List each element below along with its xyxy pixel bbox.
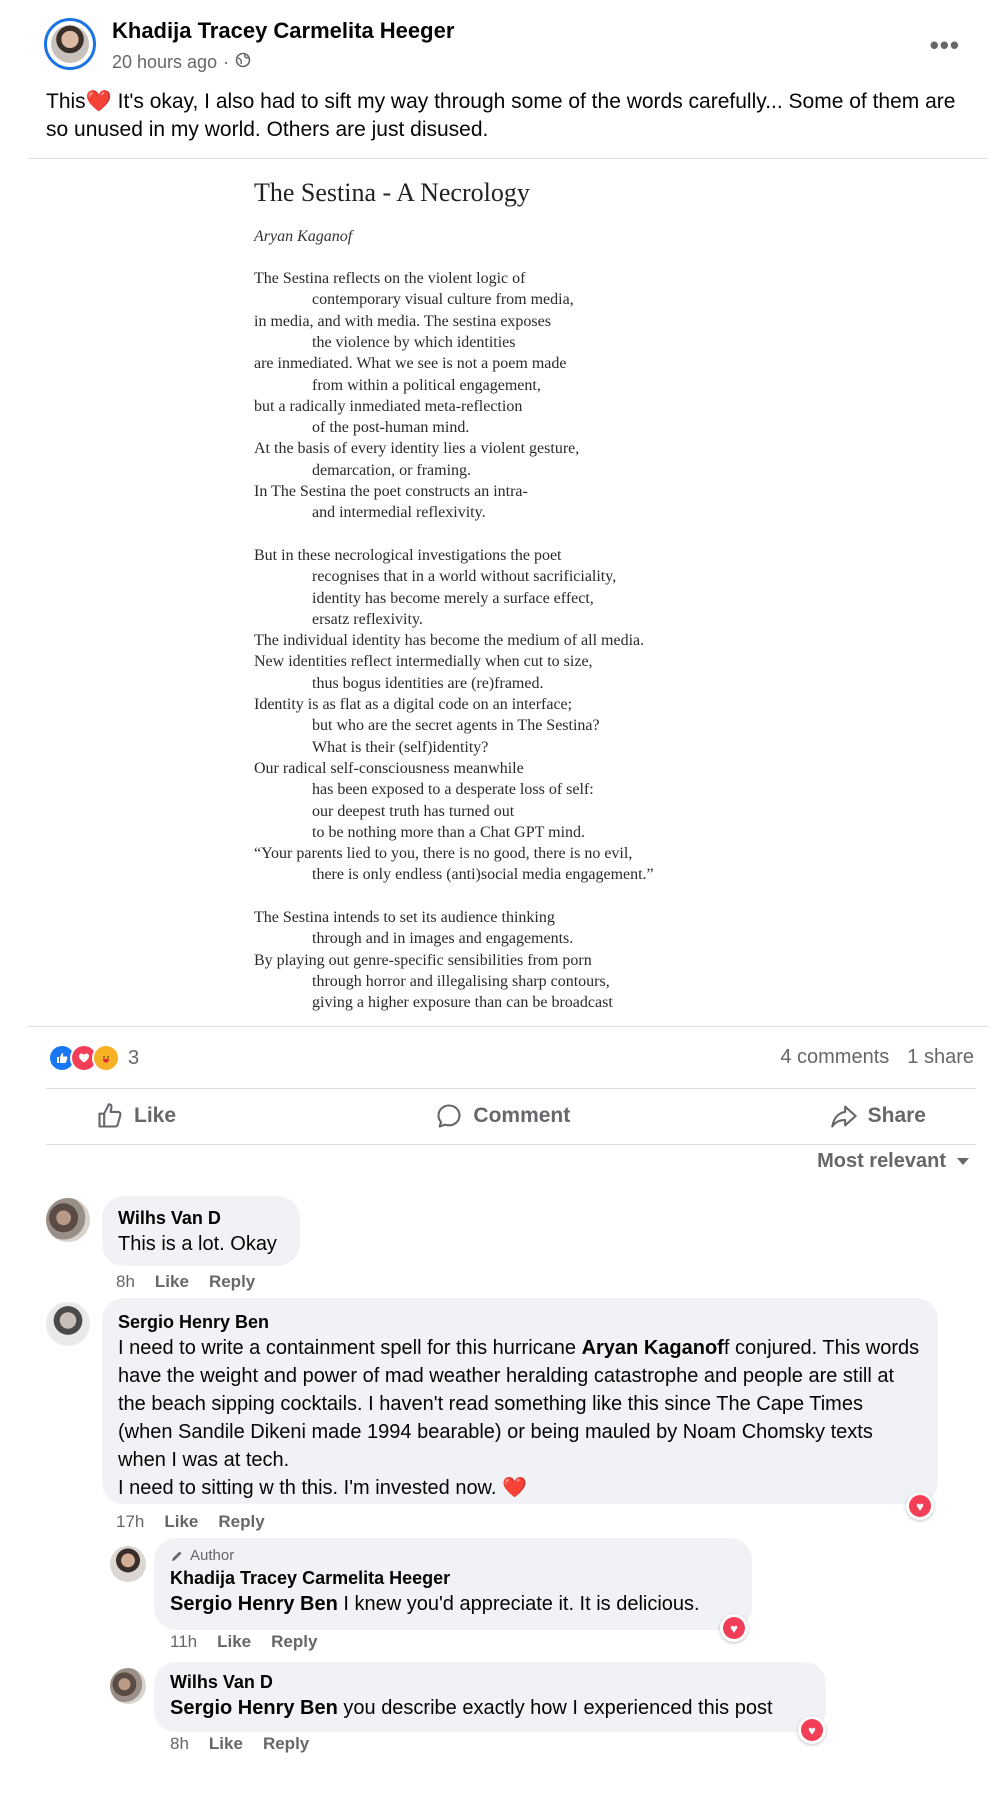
comment-like-button[interactable]: Like: [208, 1734, 243, 1753]
post-text-rest: It's okay, I also had to sift my way through some of the words carefully... Some of them are so unused in my world. Others are just disused.: [46, 90, 956, 141]
poem-line: Our radical self-consciousness meanwhile: [254, 759, 524, 777]
poem-line: The Sestina reflects on the violent logic of: [254, 270, 526, 287]
comment-reaction-badge[interactable]: [906, 1492, 934, 1520]
comment-text-part: you describe exactly how I experienced this post: [337, 1697, 773, 1719]
pencil-icon: [170, 1549, 184, 1563]
thumbs-up-icon: [96, 1102, 124, 1130]
like-button[interactable]: [46, 1102, 226, 1130]
comment-reply-button[interactable]: Reply: [218, 1512, 265, 1531]
poem-line: through horror and illegalising sharp contours,: [312, 972, 610, 990]
poem-line: has been exposed to a desperate loss of self:: [312, 781, 594, 799]
poem-line: are inmediated. What we see is not a poem made: [254, 355, 567, 373]
poem-line: the violence by which identities: [312, 333, 516, 351]
mention-link[interactable]: Aryan Kaganof: [581, 1337, 724, 1359]
commenter-name[interactable]: Sergio Henry Ben: [118, 1312, 270, 1332]
poem-line: through and in images and engagements.: [312, 930, 574, 948]
avatar[interactable]: [46, 1302, 90, 1346]
comment-reply-button[interactable]: Reply: [262, 1734, 310, 1753]
poem-line: At the basis of every identity lies a violent gesture,: [254, 440, 580, 458]
comment-time[interactable]: 17h: [116, 1512, 145, 1531]
reaction-summary[interactable]: [48, 1044, 139, 1072]
poem-line: there is only endless (anti)social media engagement.”: [312, 866, 654, 884]
comment-footer: [170, 1734, 309, 1754]
comment-like-button[interactable]: Like: [164, 1512, 199, 1531]
divider: [28, 158, 988, 159]
comment-text: [118, 1334, 922, 1502]
poem-line: contemporary visual culture from media,: [312, 291, 574, 309]
comment-like-button[interactable]: Like: [154, 1272, 189, 1291]
comment-icon: [435, 1102, 463, 1130]
divider: [46, 1144, 976, 1145]
comment-bubble: [154, 1538, 752, 1630]
comment-bubble: [102, 1298, 938, 1504]
post-stats: [780, 1046, 974, 1069]
poem-line: In The Sestina the poet constructs an intra-: [254, 483, 528, 500]
post-meta: [112, 52, 251, 73]
comment-bubble: [102, 1196, 300, 1266]
author-badge-label: Author: [190, 1547, 235, 1564]
poem-author: Aryan Kaganof: [254, 228, 353, 245]
comment-time[interactable]: 8h: [116, 1272, 135, 1291]
share-icon: [830, 1102, 858, 1130]
comment-footer: [170, 1632, 317, 1652]
comment-reply-button[interactable]: Reply: [208, 1272, 256, 1291]
comment-count[interactable]: 4 comments: [780, 1046, 890, 1068]
poem-line: ersatz reflexivity.: [312, 610, 423, 628]
avatar-photo: [51, 25, 89, 63]
commenter-name[interactable]: Khadija Tracey Carmelita Heeger: [170, 1568, 451, 1588]
post-text: [46, 88, 956, 144]
globe-icon[interactable]: [235, 52, 251, 73]
commenter-name[interactable]: Wilhs Van D: [118, 1208, 221, 1228]
comment-text-part: f conjured. This words have the weight and power of mad weather heralding catastrophe and people are still at the beach sipping cocktails. I haven't read something like this since The Cape Times (when Sandile Dikeni made 1994 bearable) or being mauled by Noam Chomsky texts when I was at tech.: [118, 1337, 920, 1471]
poem-title: The Sestina - A Necrology: [254, 178, 530, 207]
like-label: Like: [134, 1104, 177, 1127]
comment-footer: [116, 1512, 265, 1532]
comment-sort-dropdown[interactable]: [817, 1150, 970, 1173]
post-text-start: This: [46, 90, 86, 113]
poem-line: but a radically inmediated meta-reflection: [254, 397, 523, 415]
author-badge: [170, 1546, 736, 1566]
poem-line: The Sestina intends to set its audience thinking: [254, 909, 555, 926]
poem-line: demarcation, or framing.: [312, 461, 472, 479]
comment-bubble: [154, 1662, 826, 1732]
share-count[interactable]: 1 share: [907, 1046, 974, 1068]
love-reaction-icon: ♥: [909, 1495, 931, 1517]
comment-text: [170, 1694, 810, 1722]
comment-button[interactable]: [385, 1102, 620, 1130]
divider: [28, 1026, 988, 1027]
love-reaction-icon: ♥: [723, 1617, 745, 1639]
love-reaction-icon: ♥: [801, 1719, 823, 1741]
comment-time[interactable]: 8h: [170, 1734, 189, 1753]
poem-line: “Your parents lied to you, there is no good, there is no evil,: [254, 845, 633, 863]
comment-like-button[interactable]: Like: [217, 1632, 252, 1651]
poem-line: and intermedial reflexivity.: [312, 504, 486, 522]
poem-line: thus bogus identities are (re)framed.: [312, 674, 544, 692]
poem-line: recognises that in a world without sacrificiality,: [312, 568, 617, 586]
poem-line: to be nothing more than a Chat GPT mind.: [312, 823, 586, 841]
comment-text-part: I need to write a containment spell for this hurricane: [118, 1337, 582, 1359]
poem-line: from within a political engagement,: [312, 376, 541, 394]
meta-separator: ·: [223, 52, 230, 72]
more-options-icon[interactable]: •••: [929, 30, 960, 60]
heart-emoji: ❤️: [85, 90, 112, 113]
avatar[interactable]: [46, 1198, 90, 1242]
poem-line: What is their (self)identity?: [312, 738, 489, 756]
post-author-name[interactable]: Khadija Tracey Carmelita Heeger: [112, 18, 455, 43]
sort-label: Most relevant: [817, 1150, 946, 1172]
poem-line: giving a higher exposure than can be broadcast: [312, 994, 613, 1012]
comment-text: This is a lot. Okay: [118, 1233, 277, 1255]
share-label: Share: [867, 1104, 926, 1127]
comment-reply-button[interactable]: Reply: [271, 1632, 318, 1651]
commenter-name[interactable]: Wilhs Van D: [170, 1672, 273, 1692]
reaction-count: 3: [128, 1046, 140, 1069]
comment-label: Comment: [473, 1104, 571, 1127]
comment-reaction-badge[interactable]: [720, 1614, 748, 1642]
caret-down-icon: [956, 1157, 970, 1167]
care-reaction-icon: [92, 1044, 120, 1072]
comment-footer: [116, 1272, 255, 1292]
poem-line: By playing out genre-specific sensibilities from porn: [254, 951, 592, 969]
poem-line: our deepest truth has turned out: [312, 802, 515, 820]
comment-text-part: I knew you'd appreciate it. It is delicious.: [337, 1593, 700, 1615]
post-author-avatar[interactable]: [44, 18, 96, 70]
poem-line: but who are the secret agents in The Sestina?: [312, 717, 600, 735]
poem-line: in media, and with media. The sestina exposes: [254, 312, 551, 330]
comment-text: [170, 1590, 736, 1618]
poem-line: identity has become merely a surface effect,: [312, 589, 594, 607]
comment-reaction-badge[interactable]: [798, 1716, 826, 1744]
poem-line: But in these necrological investigations the poet: [254, 546, 562, 564]
mention-link[interactable]: Sergio Henry Ben: [170, 1593, 338, 1615]
avatar[interactable]: [110, 1546, 146, 1582]
poem-line: The individual identity has become the medium of all media.: [254, 632, 645, 650]
post-actions: [46, 1088, 976, 1144]
poem-line: of the post-human mind.: [312, 419, 470, 437]
avatar[interactable]: [110, 1668, 146, 1704]
share-button[interactable]: [780, 1102, 976, 1130]
comment-time[interactable]: 11h: [170, 1632, 198, 1651]
post-timestamp[interactable]: 20 hours ago: [112, 52, 218, 72]
comment-text-part: I need to sitting w th this. I'm invested now.: [118, 1477, 503, 1499]
mention-link[interactable]: Sergio Henry Ben: [170, 1697, 338, 1719]
heart-emoji: ❤️: [502, 1477, 527, 1499]
poem-line: New identities reflect intermedially when cut to size,: [254, 653, 593, 671]
poem-line: Identity is as flat as a digital code on an interface;: [254, 696, 573, 713]
